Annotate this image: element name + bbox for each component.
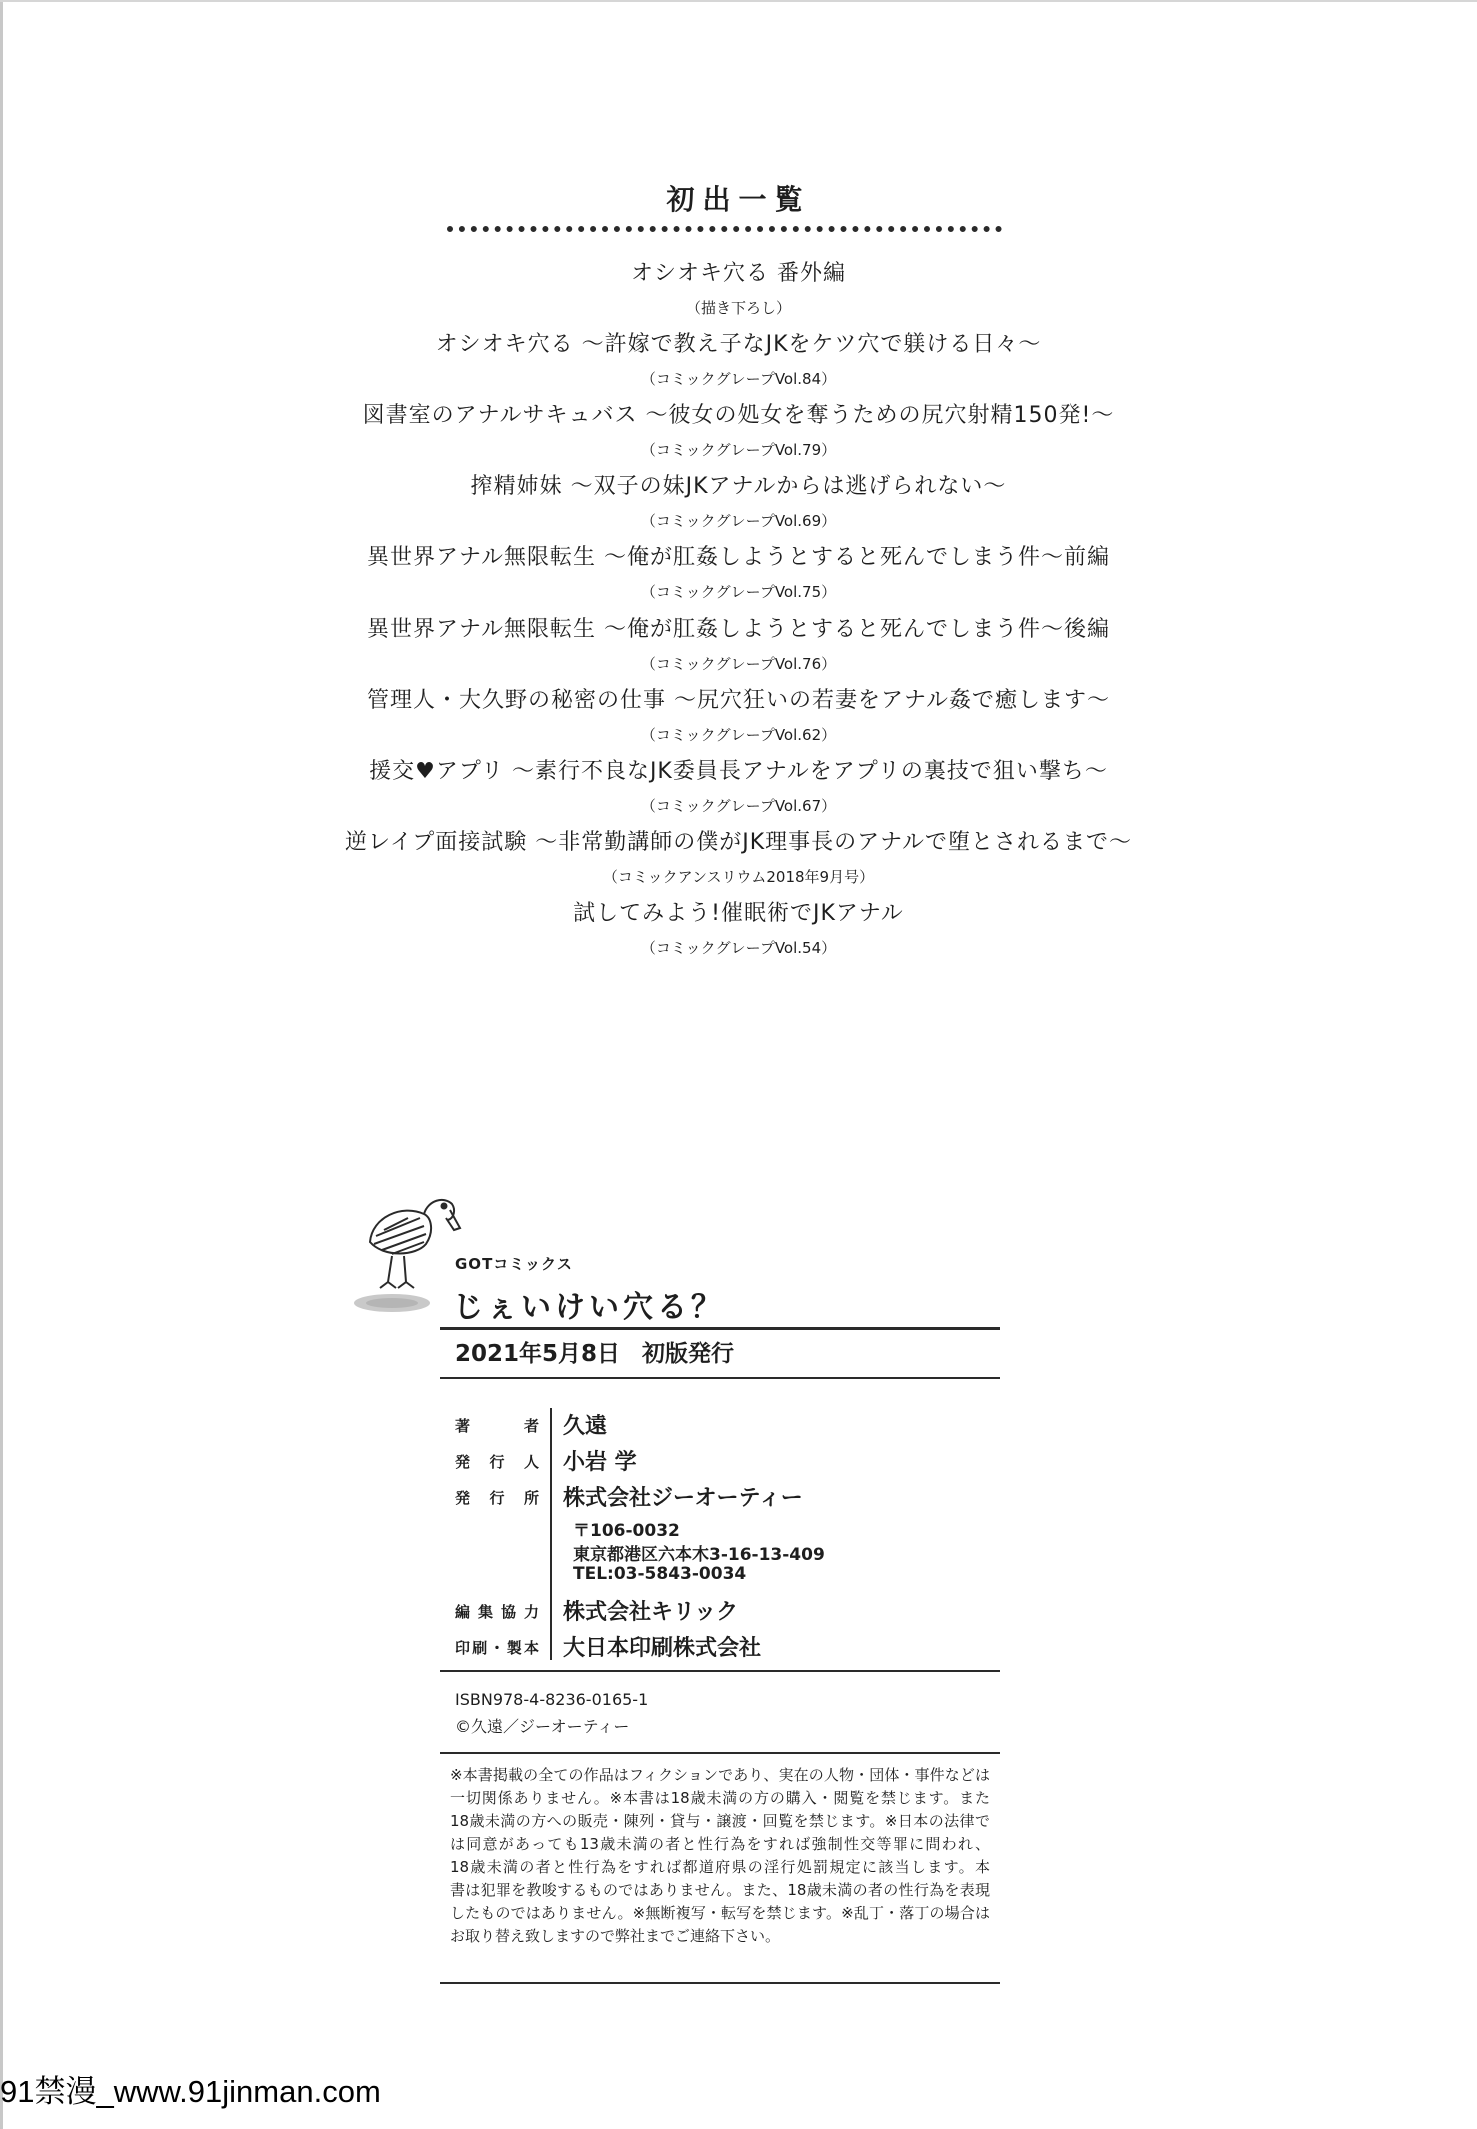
toc-entry — [0, 757, 1477, 817]
publisher-name: 株式会社ジーオーティー — [563, 1486, 803, 1511]
rule — [440, 1327, 1000, 1330]
toc-entry-title: 管理人・大久野の秘密の仕事 ～尻穴狂いの若妻をアナル姦で癒します～ — [367, 688, 1110, 713]
toc-entry — [0, 472, 1477, 532]
toc-heading: 初出一覧 — [666, 183, 811, 216]
notice-line: 一切関係ありません。※本書は18歳未満の方の購入・閲覧を禁じます。また — [450, 1789, 990, 1807]
telephone: TEL:03-5843-0034 — [573, 1564, 747, 1584]
address: 東京都港区六本木3-16-13-409 — [573, 1545, 825, 1565]
toc-entry-title: 異世界アナル無限転生 ～俺が肛姦しようとすると死んでしまう件～後編 — [367, 617, 1110, 642]
imprint-label: GOTコミックス — [455, 1255, 573, 1273]
toc-entry-title: 試してみよう!催眠術でJKアナル — [573, 901, 904, 926]
bird-logo-icon — [362, 1192, 474, 1292]
dotted-divider — [447, 226, 1002, 232]
notice-line: は同意があっても13歳未満の者と性行為をすれば強制性交等罪に問われ、 — [450, 1835, 990, 1853]
author-name: 久遠 — [563, 1414, 608, 1439]
page-edge — [0, 0, 3, 2129]
notice-line: 18歳未満の方への販売・陳列・貸与・譲渡・回覧を禁じます。※日本の法律で — [450, 1812, 990, 1830]
notice-line: ※本書掲載の全ての作品はフィクションであり、実在の人物・団体・事件などは — [450, 1766, 990, 1784]
edition-label: 初版発行 — [642, 1341, 735, 1367]
toc-entry-source: （描き下ろし） — [685, 299, 791, 317]
toc-entry-source: （コミックグレープVol.84） — [640, 370, 837, 388]
notice-line: 18歳未満の者と性行為をすれば都道府県の淫行処罰規定に該当します。本 — [450, 1858, 990, 1876]
toc-entry — [0, 686, 1477, 746]
book-title: じぇいけい穴る？ — [453, 1290, 725, 1325]
edition-line — [455, 1335, 734, 1368]
toc-entry-source: （コミックグレープVol.69） — [640, 512, 837, 530]
editing-company: 株式会社キリック — [563, 1600, 739, 1625]
toc-entry-source: （コミックグレープVol.76） — [640, 655, 837, 673]
rule — [440, 1377, 1000, 1379]
toc-entry-title: オシオキ穴る 番外編 — [631, 261, 846, 286]
copyright: ©久遠／ジーオーティー — [455, 1717, 630, 1736]
printing-company: 大日本印刷株式会社 — [563, 1636, 762, 1661]
toc-entry — [0, 899, 1477, 959]
notice-line: したものではありません。※無断複写・転写を禁じます。※乱丁・落丁の場合は — [450, 1904, 990, 1922]
toc-entry — [0, 259, 1477, 319]
toc-entry-title: 異世界アナル無限転生 ～俺が肛姦しようとすると死んでしまう件～前編 — [367, 545, 1110, 570]
toc-entry-source: （コミックグレープVol.67） — [640, 797, 837, 815]
printing-label: 印刷・製本 — [455, 1639, 539, 1657]
toc-entry — [0, 401, 1477, 461]
toc-entry — [0, 615, 1477, 675]
toc-entry-source: （コミックアンスリウム2018年9月号） — [602, 868, 875, 886]
notice-line: 書は犯罪を教唆するものではありません。また、18歳未満の者の性行為を表現 — [450, 1881, 990, 1899]
toc-entry-source: （コミックグレープVol.79） — [640, 441, 837, 459]
toc-entry-title: オシオキ穴る ～許嫁で教え子なJKをケツ穴で躾ける日々～ — [435, 332, 1042, 357]
credit-divider — [550, 1408, 552, 1660]
toc-entry-source: （コミックグレープVol.62） — [640, 726, 837, 744]
legal-notice — [440, 1752, 1000, 1984]
toc-entry-title: 搾精姉妹 ～双子の妹JKアナルからは逃げられない～ — [470, 474, 1007, 499]
publish-date: 2021年5月8日 — [455, 1341, 621, 1367]
isbn: ISBN978-4-8236-0165-1 — [455, 1690, 649, 1709]
toc-entry-source: （コミックグレープVol.54） — [640, 939, 837, 957]
publisher-person: 小岩 学 — [563, 1450, 637, 1475]
author-label: 著者 — [455, 1417, 539, 1435]
toc-entry-title: 図書室のアナルサキュバス ～彼女の処女を奪うための尻穴射精150発!～ — [362, 403, 1115, 428]
site-watermark: 91禁漫_www.91jinman.com — [0, 2074, 381, 2109]
rule — [440, 1670, 1000, 1672]
toc-entry — [0, 828, 1477, 888]
toc-entry — [0, 543, 1477, 603]
publisher-label: 発行所 — [455, 1489, 539, 1507]
postal-code: 〒106-0032 — [573, 1521, 680, 1541]
toc-entry — [0, 330, 1477, 390]
page-edge-top — [0, 0, 1477, 2]
toc-entry-title: 援交♥アプリ ～素行不良なJK委員長アナルをアプリの裏技で狙い撃ち～ — [369, 759, 1108, 784]
editing-label: 編集協力 — [455, 1603, 539, 1621]
notice-line: お取り替え致しますので弊社までご連絡下さい。 — [450, 1927, 781, 1945]
toc-entry-source: （コミックグレープVol.75） — [640, 583, 837, 601]
toc-entry-title: 逆レイプ面接試験 ～非常勤講師の僕がJK理事長のアナルで堕とされるまで～ — [344, 830, 1133, 855]
publisher-person-label: 発行人 — [455, 1453, 539, 1471]
shadow-mark — [352, 1292, 432, 1314]
